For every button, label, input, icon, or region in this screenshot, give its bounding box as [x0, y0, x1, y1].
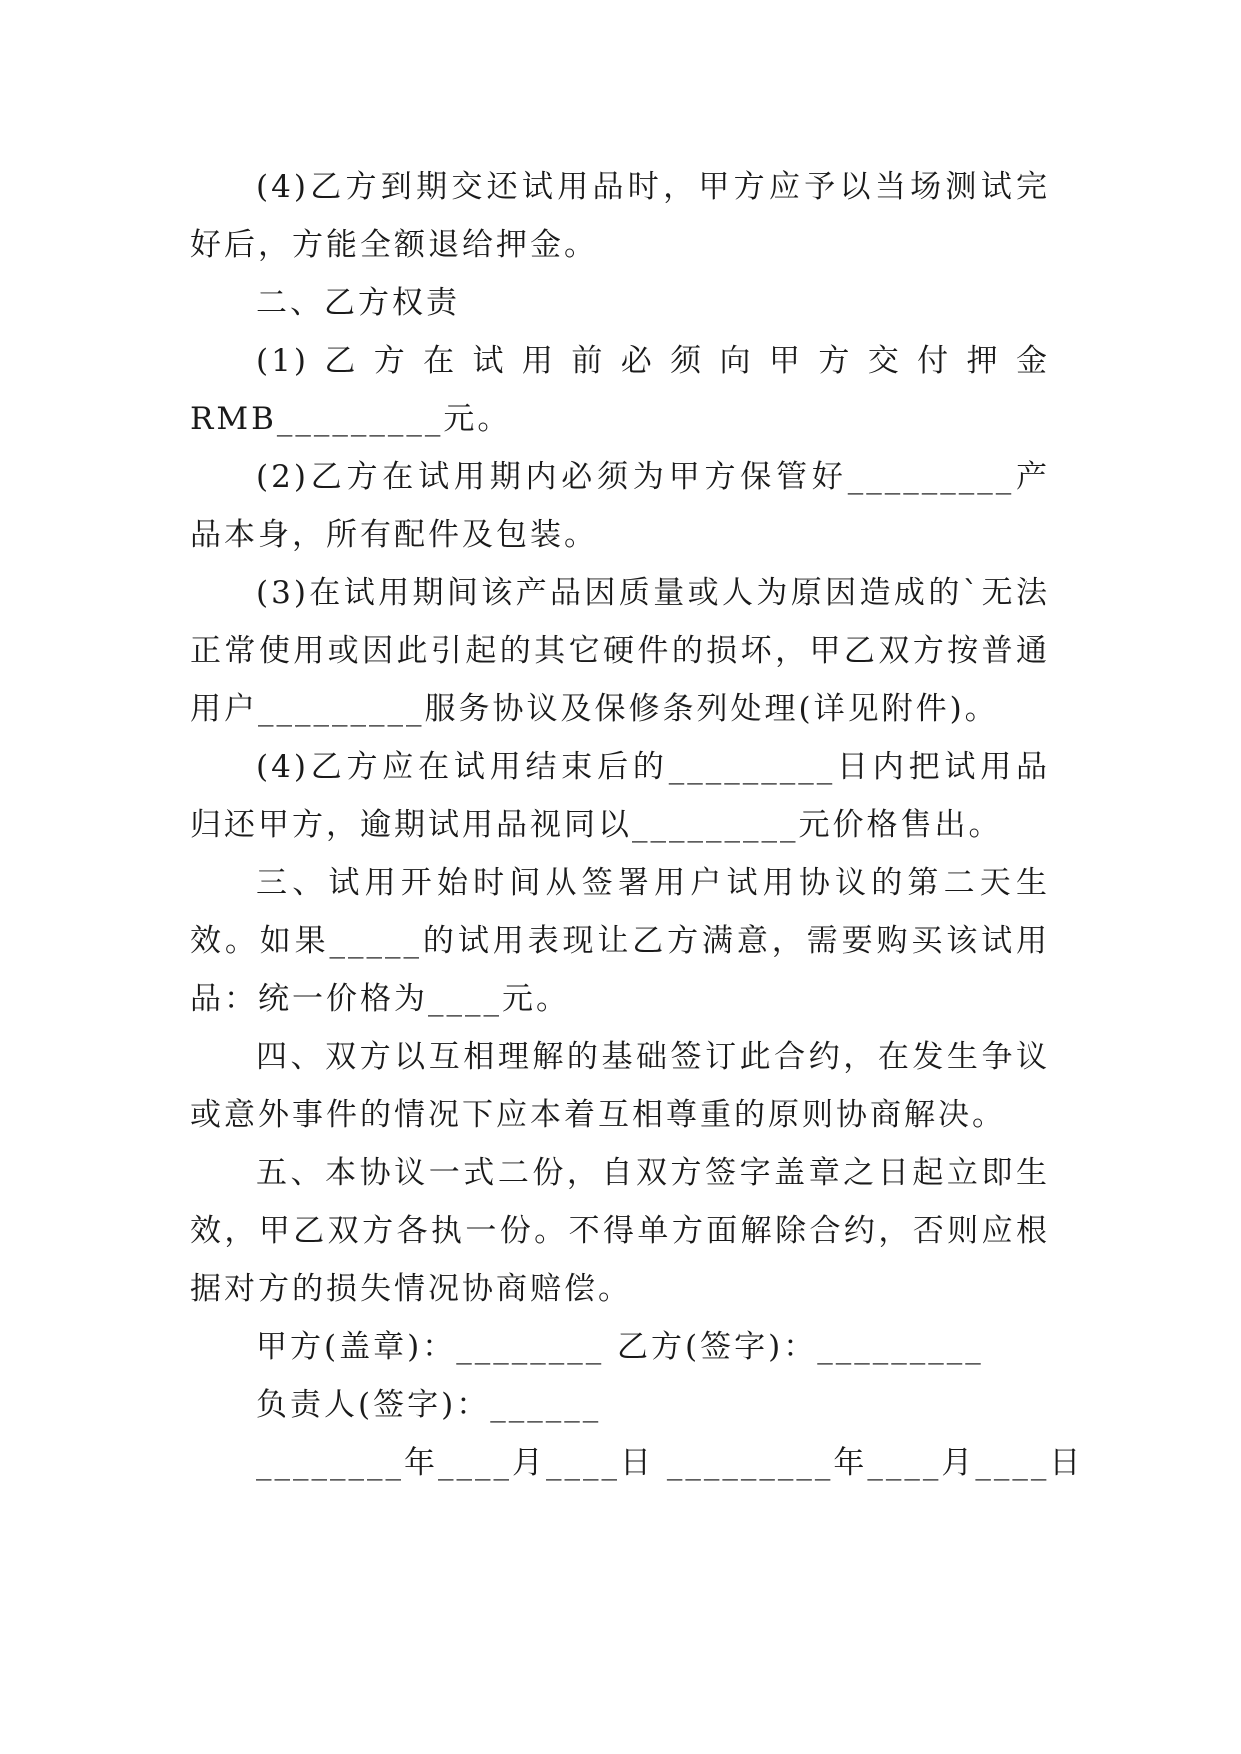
section-copies-validity: 五、本协议一式二份，自双方签字盖章之日起立即生效，甲乙双方各执一份。不得单方面解除合约，否则应根据对方的损失情况协商赔偿。 [190, 1155, 1050, 1307]
section-heading-party-b: 二、乙方权责 [256, 285, 460, 321]
paragraph-deposit-refund: (4)乙方到期交还试用品时，甲方应予以当场测试完好后，方能全额退给押金。 [190, 169, 1050, 263]
paragraph-return-deadline: (4)乙方应在试用结束后的_________日内把试用品归还甲方，逾期试用品视同以_________元价格售出。 [190, 749, 1050, 843]
paragraph-damage-handling: (3)在试用期间该产品因质量或人为原因造成的`无法正常使用或因此引起的其它硬件的损坏，甲乙双方按普通用户_________服务协议及保修条列处理(详见附件)。 [190, 575, 1050, 727]
signature-line-dates: ________年____月____日 _________年____月____日 [256, 1445, 1084, 1481]
document-body [190, 158, 1084, 1492]
paragraph-product-custody: (2)乙方在试用期内必须为甲方保管好_________产品本身，所有配件及包装。 [190, 459, 1050, 553]
section-dispute-resolution: 四、双方以互相理解的基础签订此合约，在发生争议或意外事件的情况下应本着互相尊重的原则协商解决。 [190, 1039, 1050, 1133]
signature-line-parties: 甲方(盖章)：________ 乙方(签字)：_________ [256, 1329, 984, 1365]
section-trial-start: 三、试用开始时间从签署用户试用协议的第二天生效。如果_____的试用表现让乙方满意，需要购买该试用品：统一价格为____元。 [190, 865, 1050, 1017]
paragraph-deposit-amount: (1)乙方在试用前必须向甲方交付押金 RMB_________元。 [190, 343, 1050, 437]
signature-line-responsible: 负责人(签字)：______ [256, 1387, 602, 1423]
